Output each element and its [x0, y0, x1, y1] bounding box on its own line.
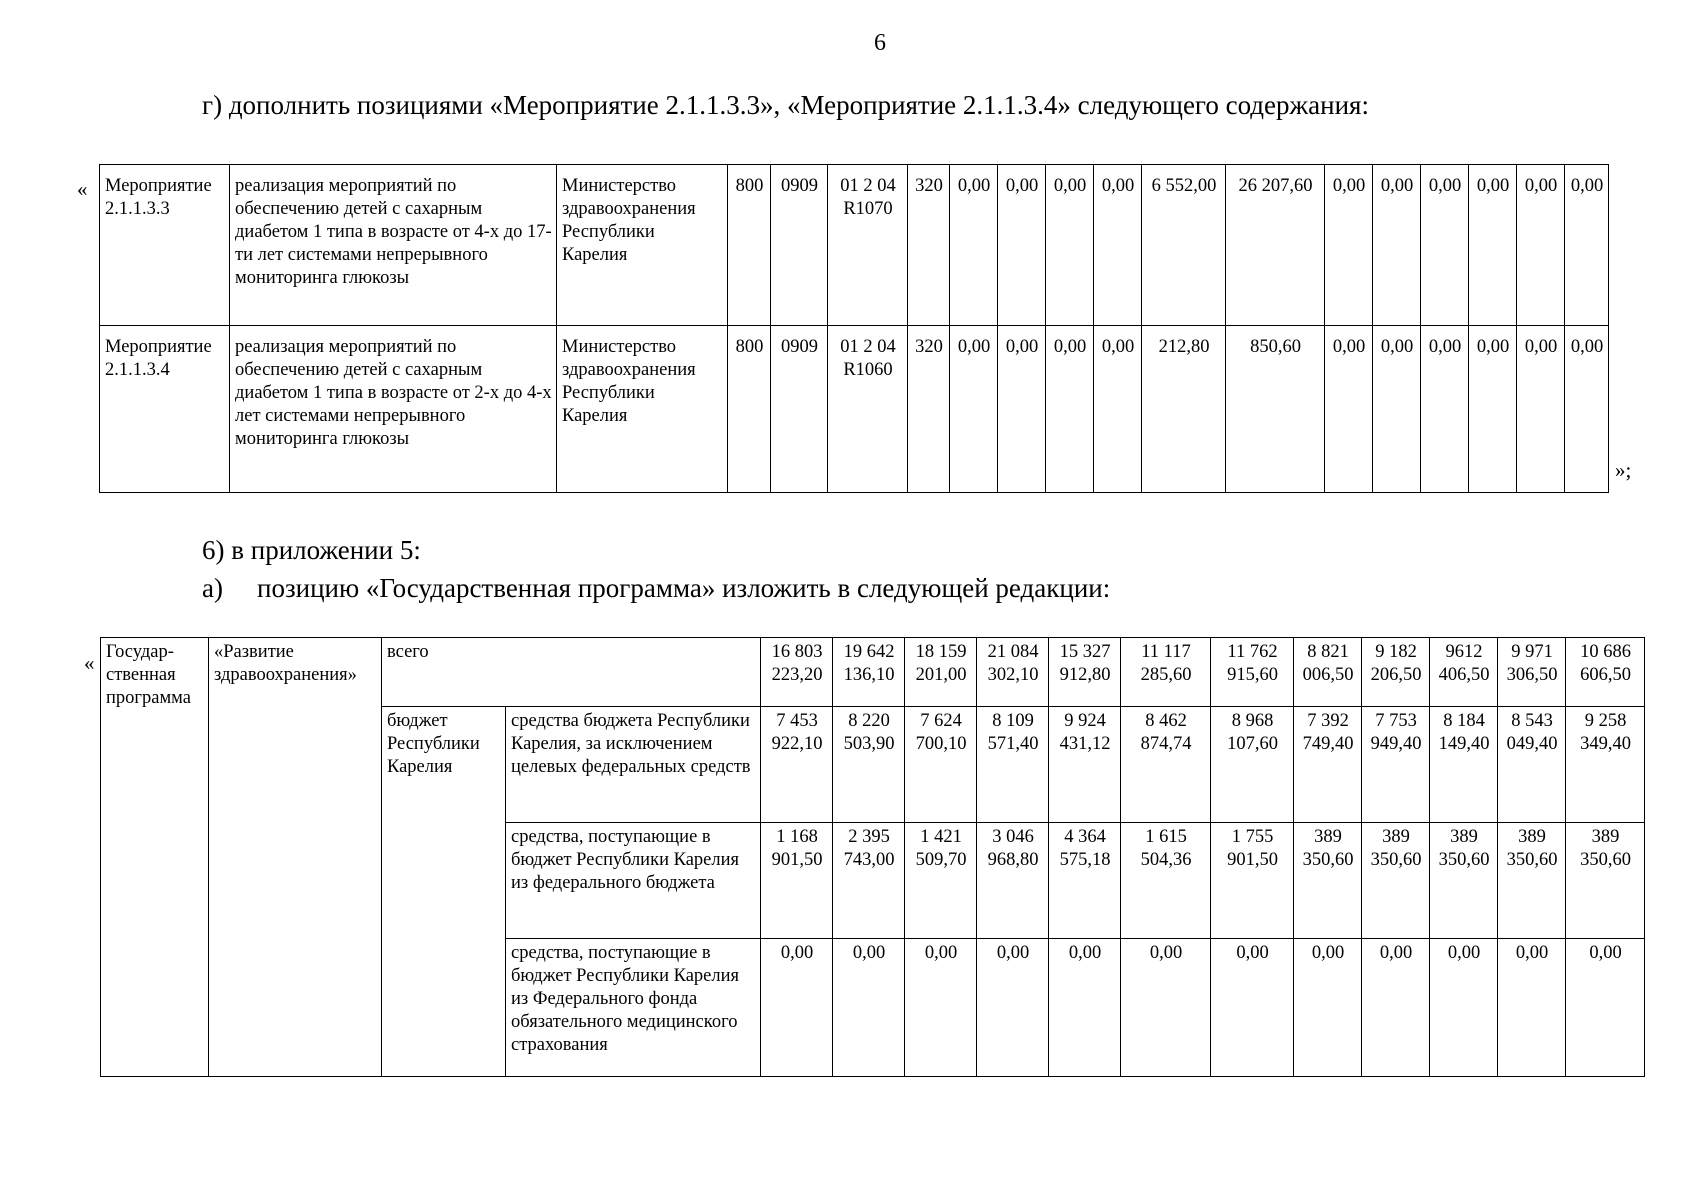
budget-label: бюджет Республики Карелия: [382, 707, 506, 1077]
source-label: средства, поступающие в бюджет Республики Карелия из Федерального фонда обязательного медицинского страхования: [506, 939, 761, 1077]
heading-a-letter: а): [202, 573, 223, 603]
measure-executor: Министерство здравоохранения Республики Карелия: [557, 165, 728, 326]
value-cell: 389 350,60: [1566, 823, 1645, 939]
value-cell: 0,00: [1362, 939, 1430, 1077]
total-value: 8 821 006,50: [1294, 638, 1362, 707]
total-value: 16 803 223,20: [761, 638, 833, 707]
value-cell: 0,00: [1469, 326, 1517, 493]
total-value: 15 327 912,80: [1049, 638, 1121, 707]
total-value: 11 117 285,60: [1121, 638, 1211, 707]
value-cell: 0,00: [977, 939, 1049, 1077]
source-label: средства, поступающие в бюджет Республики Карелия из федерального бюджета: [506, 823, 761, 939]
value-cell: 8 184 149,40: [1430, 707, 1498, 823]
value-cell: 1 755 901,50: [1211, 823, 1294, 939]
value-cell: 0,00: [833, 939, 905, 1077]
value-cell: 26 207,60: [1226, 165, 1325, 326]
rzpr-code: 0909: [771, 165, 828, 326]
value-cell: 7 453 922,10: [761, 707, 833, 823]
program-name: «Развитие здравоохранения»: [209, 638, 382, 1077]
value-cell: 1 168 901,50: [761, 823, 833, 939]
csr-code: 01 2 04 R1070: [828, 165, 908, 326]
value-cell: 8 543 049,40: [1498, 707, 1566, 823]
grbs-code: 800: [728, 165, 771, 326]
value-cell: 0,00: [761, 939, 833, 1077]
total-value: 9612 406,50: [1430, 638, 1498, 707]
value-cell: 0,00: [1565, 326, 1609, 493]
value-cell: 0,00: [1094, 165, 1142, 326]
vr-code: 320: [908, 326, 950, 493]
value-cell: 0,00: [1121, 939, 1211, 1077]
total-value: 19 642 136,10: [833, 638, 905, 707]
open-quote-2: «: [84, 651, 95, 675]
source-label: средства бюджета Республики Карелия, за исключением целевых федеральных средств: [506, 707, 761, 823]
measure-name: Мероприятие 2.1.1.3.4: [100, 326, 230, 493]
measures-table: [99, 164, 1609, 493]
value-cell: 0,00: [1421, 326, 1469, 493]
value-cell: 212,80: [1142, 326, 1226, 493]
measure-executor: Министерство здравоохранения Республики Карелия: [557, 326, 728, 493]
value-cell: 0,00: [950, 326, 998, 493]
heading-a-text: позицию «Государственная программа» изложить в следующей редакции:: [257, 573, 1111, 603]
value-cell: 2 395 743,00: [833, 823, 905, 939]
csr-code: 01 2 04 R1060: [828, 326, 908, 493]
value-cell: 0,00: [1517, 165, 1565, 326]
heading-6: 6) в приложении 5:: [202, 535, 421, 565]
value-cell: 0,00: [1469, 165, 1517, 326]
program-table: [100, 637, 1645, 1077]
value-cell: 0,00: [998, 326, 1046, 493]
value-cell: 0,00: [1325, 165, 1373, 326]
value-cell: 0,00: [1046, 165, 1094, 326]
total-label: всего: [382, 638, 761, 707]
vr-code: 320: [908, 165, 950, 326]
value-cell: 0,00: [1094, 326, 1142, 493]
open-quote-1: «: [77, 177, 88, 201]
value-cell: 0,00: [905, 939, 977, 1077]
value-cell: 0,00: [1566, 939, 1645, 1077]
page-number: 6: [874, 30, 886, 56]
value-cell: 8 109 571,40: [977, 707, 1049, 823]
value-cell: 389 350,60: [1430, 823, 1498, 939]
value-cell: 0,00: [1049, 939, 1121, 1077]
grbs-code: 800: [728, 326, 771, 493]
close-quote-1: »;: [1615, 458, 1632, 482]
value-cell: 389 350,60: [1294, 823, 1362, 939]
total-value: 9 182 206,50: [1362, 638, 1430, 707]
value-cell: 4 364 575,18: [1049, 823, 1121, 939]
value-cell: 0,00: [1430, 939, 1498, 1077]
value-cell: 0,00: [1373, 165, 1421, 326]
value-cell: 3 046 968,80: [977, 823, 1049, 939]
value-cell: 0,00: [1373, 326, 1421, 493]
value-cell: 0,00: [1046, 326, 1094, 493]
total-value: 9 971 306,50: [1498, 638, 1566, 707]
value-cell: 8 220 503,90: [833, 707, 905, 823]
value-cell: 0,00: [1421, 165, 1469, 326]
value-cell: 850,60: [1226, 326, 1325, 493]
total-value: 10 686 606,50: [1566, 638, 1645, 707]
measure-description: реализация мероприятий по обеспечению детей с сахарным диабетом 1 типа в возрасте от 4-х до 17-ти лет системами непрерывного мониторинга глюкозы: [230, 165, 557, 326]
value-cell: 0,00: [1211, 939, 1294, 1077]
total-value: 11 762 915,60: [1211, 638, 1294, 707]
table-row: [101, 638, 1645, 707]
value-cell: 0,00: [1498, 939, 1566, 1077]
value-cell: 0,00: [1294, 939, 1362, 1077]
value-cell: 389 350,60: [1362, 823, 1430, 939]
value-cell: 0,00: [998, 165, 1046, 326]
value-cell: 9 258 349,40: [1566, 707, 1645, 823]
program-status: Государ-ственная программа: [101, 638, 209, 1077]
value-cell: 0,00: [1565, 165, 1609, 326]
value-cell: 6 552,00: [1142, 165, 1226, 326]
measure-description: реализация мероприятий по обеспечению детей с сахарным диабетом 1 типа в возрасте от 2-х до 4-х лет системами непрерывного мониторинга глюкозы: [230, 326, 557, 493]
value-cell: 7 624 700,10: [905, 707, 977, 823]
rzpr-code: 0909: [771, 326, 828, 493]
total-value: 18 159 201,00: [905, 638, 977, 707]
value-cell: 1 421 509,70: [905, 823, 977, 939]
value-cell: 0,00: [950, 165, 998, 326]
value-cell: 7 753 949,40: [1362, 707, 1430, 823]
value-cell: 7 392 749,40: [1294, 707, 1362, 823]
value-cell: 0,00: [1325, 326, 1373, 493]
heading-g: г) дополнить позициями «Мероприятие 2.1.1.3.3», «Мероприятие 2.1.1.3.4» следующего содержания:: [202, 90, 1369, 120]
total-value: 21 084 302,10: [977, 638, 1049, 707]
value-cell: 8 968 107,60: [1211, 707, 1294, 823]
table-row: [100, 326, 1609, 493]
value-cell: 0,00: [1517, 326, 1565, 493]
value-cell: 8 462 874,74: [1121, 707, 1211, 823]
value-cell: 1 615 504,36: [1121, 823, 1211, 939]
table-row: [100, 165, 1609, 326]
value-cell: 9 924 431,12: [1049, 707, 1121, 823]
value-cell: 389 350,60: [1498, 823, 1566, 939]
measure-name: Мероприятие 2.1.1.3.3: [100, 165, 230, 326]
